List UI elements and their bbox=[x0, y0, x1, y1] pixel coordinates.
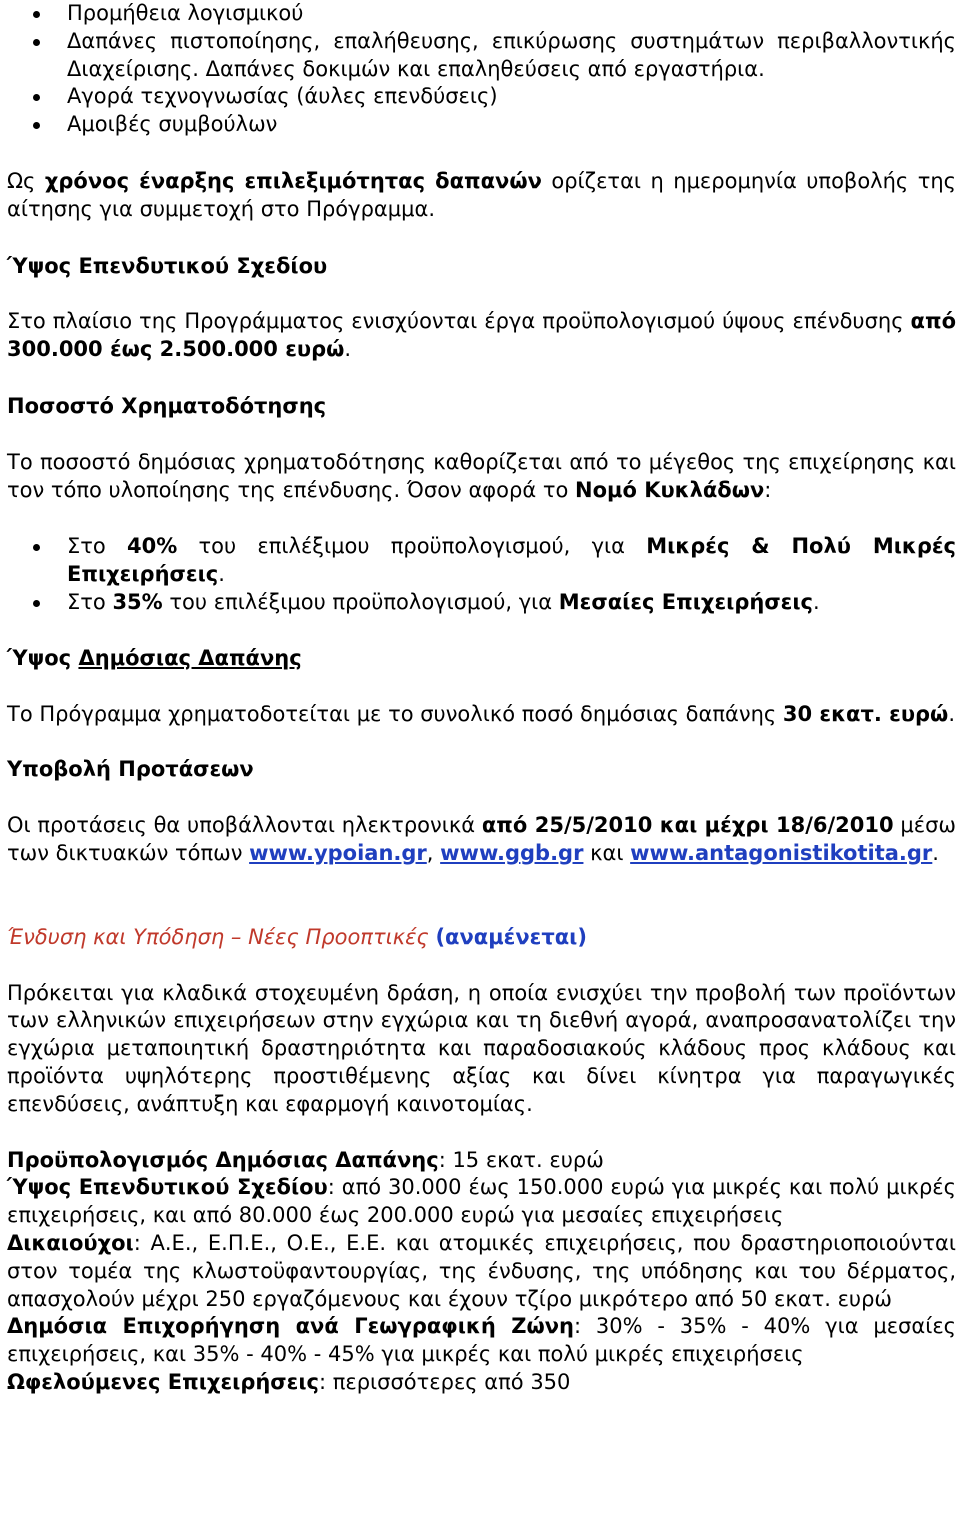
funding-rate-heading: Ποσοστό Χρηματοδότησης bbox=[7, 393, 327, 418]
list-item bbox=[7, 28, 956, 84]
funding-rate-paragraph: Το ποσοστό δημόσιας χρηματοδότησης καθορίζεται από το μέγεθος της επιχείρησης και τον τόπο υλοποίησης της επένδυσης. Όσον αφορά το Νομό Κυκλάδων: bbox=[7, 449, 956, 502]
program-status: (αναμένεται) bbox=[435, 924, 587, 949]
grant-line: Δημόσια Επιχορήγηση ανά Γεωγραφική Ζώνη: 30% - 35% - 40% για μεσαίες επιχειρήσεις, και 35% - 40% - 45% για μικρές και πολύ μικρές επιχειρήσεις bbox=[7, 1314, 956, 1367]
list-item-text: Αμοιβές συμβούλων bbox=[67, 112, 278, 137]
link-ypoian[interactable]: www.ypoian.gr bbox=[249, 840, 427, 865]
list-item bbox=[7, 0, 956, 28]
list-item-text: Αγορά τεχνογνωσίας (άυλες επενδύσεις) bbox=[67, 84, 498, 109]
list-item-text: Δαπάνες πιστοποίησης, επαλήθευσης, επικύρωσης συστημάτων περιβαλλοντικής Διαχείρισης. Δαπάνες δοκιμών και επαληθεύσεις από εργαστήρια. bbox=[67, 28, 956, 81]
link-antagonistikotita[interactable]: www.antagonistikotita.gr bbox=[630, 840, 933, 865]
link-ggb[interactable]: www.ggb.gr bbox=[440, 840, 584, 865]
eligibility-start-bold: χρόνος έναρξης επιλεξιμότητας δαπανών bbox=[44, 168, 542, 193]
list-item: Στο 35% του επιλέξιμου προϋπολογισμού, για Μεσαίες Επιχειρήσεις. bbox=[7, 589, 956, 617]
list-item bbox=[7, 111, 956, 139]
program-title bbox=[7, 924, 956, 952]
budget-line: Προϋπολογισμός Δημόσιας Δαπάνης: 15 εκατ. ευρώ bbox=[7, 1147, 604, 1172]
benefited-line: Ωφελούμενες Επιχειρήσεις: περισσότερες από 350 bbox=[7, 1369, 571, 1394]
beneficiaries-line: Δικαιούχοι: Α.Ε., Ε.Π.Ε., Ο.Ε., Ε.Ε. και ατομικές επιχειρήσεις, που δραστηριοποιούνται στον τομέα της κλωστοϋφαντουργίας, της ένδυσης, της υπόδησης και του δέρματος, απασχολούν μέχρι 250 εργαζόμενους και έχουν τζίρο μικρότερο από 50 εκατ. ευρώ bbox=[7, 1230, 956, 1311]
list-item: Στο 40% του επιλέξιμου προϋπολογισμού, για Μικρές & Πολύ Μικρές Επιχειρήσεις. bbox=[7, 533, 956, 589]
program-title-text: Ένδυση και Υπόδηση – Νέες Προοπτικές bbox=[7, 924, 429, 949]
list-item-text: Προμήθεια λογισμικού bbox=[67, 1, 304, 25]
eligibility-start-paragraph: Ως χρόνος έναρξης επιλεξιμότητας δαπανών ορίζεται η ημερομηνία υποβολής της αίτησης για συμμετοχή στο Πρόγραμμα. bbox=[7, 168, 956, 221]
program-description: Πρόκειται για κλαδικά στοχευμένη δράση, η οποία ενισχύει την προβολή των προϊόντων των ελληνικών επιχειρήσεων στην εγχώρια και τη διεθνή αγορά, αναπροσανατολίζει την εγχώρια μεταποιητική δραστηριότητα και παραδοσιακούς κλάδους προς κλάδους και προϊόντα υψηλότερης προστιθέμενης αξίας και δίνει κίνητρα για παραγωγικές επενδύσεις, ανάπτυξη και εφαρμογή καινοτομίας. bbox=[7, 980, 956, 1116]
public-expense-paragraph: Το Πρόγραμμα χρηματοδοτείται με το συνολικό ποσό δημόσιας δαπάνης 30 εκατ. ευρώ. bbox=[7, 701, 955, 726]
list-item bbox=[7, 83, 956, 111]
investment-size-paragraph: Στο πλαίσιο της Προγράμματος ενισχύονται έργα προϋπολογισμού ύψους επένδυσης από 300.000 έως 2.500.000 ευρώ. bbox=[7, 309, 956, 362]
submission-paragraph: Οι προτάσεις θα υποβάλλονται ηλεκτρονικά από 25/5/2010 και μέχρι 18/6/2010 μέσω των δικτυακών τόπων www.ypoian.gr, www.ggb.gr και www.antagonistikotita.gr. bbox=[7, 813, 957, 865]
investment-size-heading: Ύψος Επενδυτικού Σχεδίου bbox=[7, 253, 328, 278]
investment-line: Ύψος Επενδυτικού Σχεδίου: από 30.000 έως 150.000 ευρώ για μικρές και πολύ μικρές επιχειρήσεις, και από 80.000 έως 200.000 ευρώ για μεσαίες επιχειρήσεις bbox=[7, 1175, 956, 1228]
funding-rate-list bbox=[7, 533, 956, 616]
expenses-list bbox=[7, 0, 956, 139]
submission-heading: Υποβολή Προτάσεων bbox=[7, 757, 254, 782]
public-expense-heading: Ύψος Δημόσιας Δαπάνης bbox=[7, 645, 302, 670]
